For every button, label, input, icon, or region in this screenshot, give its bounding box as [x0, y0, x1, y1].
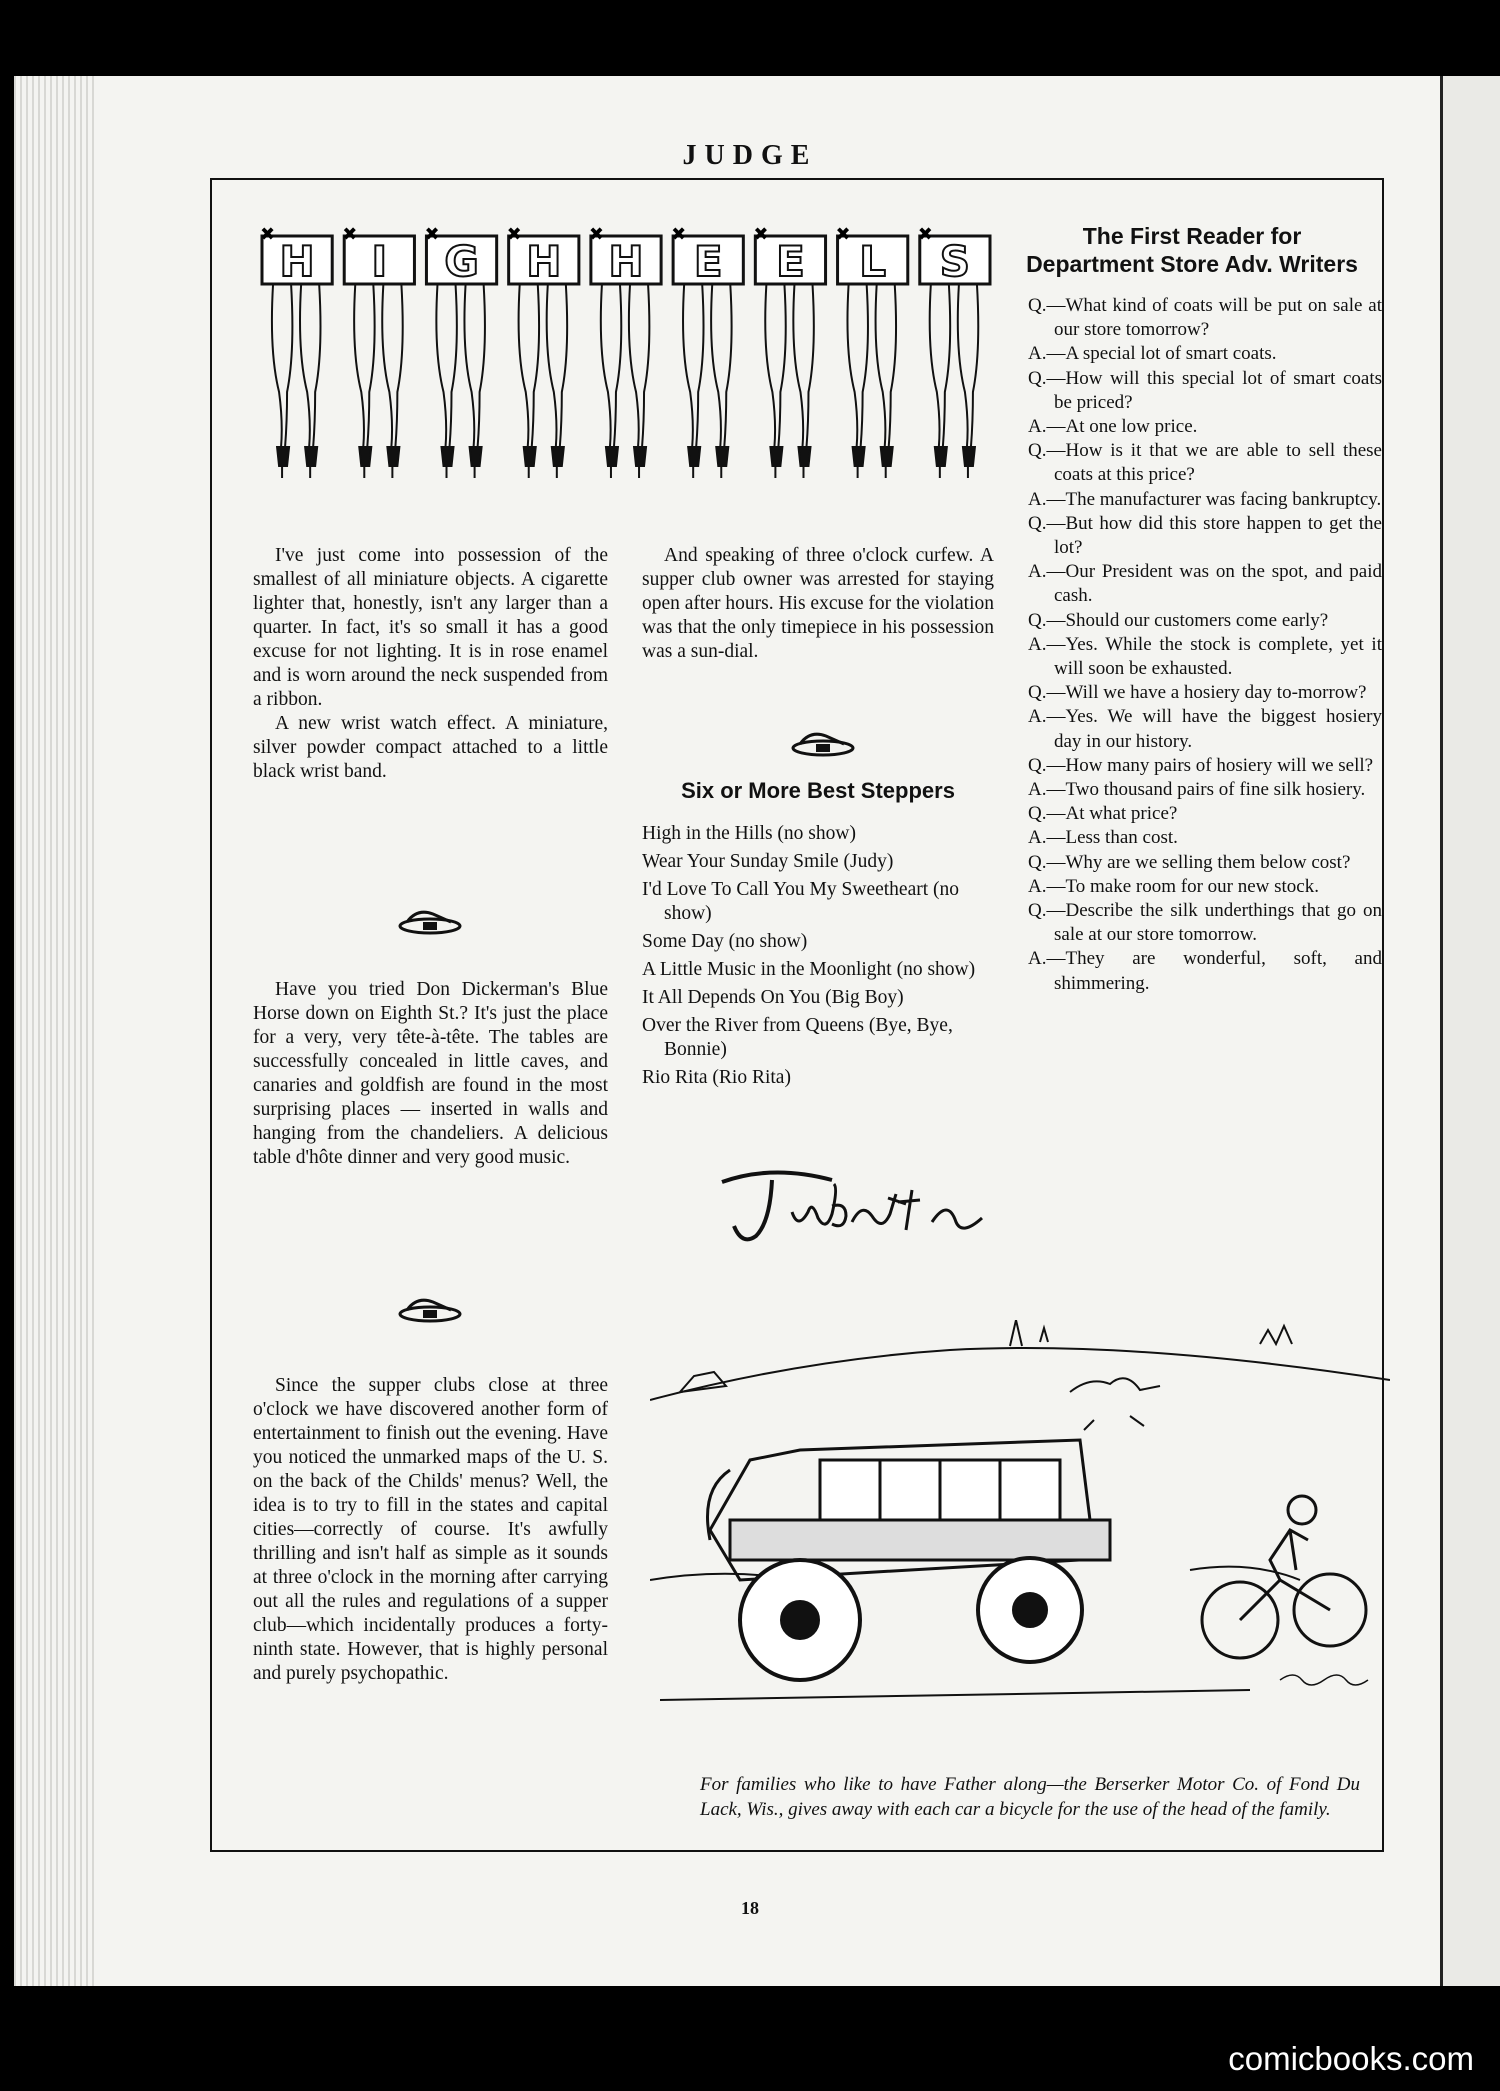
- bow-icon: ✖: [260, 224, 276, 245]
- bow-icon: ✖: [424, 224, 440, 245]
- high-heel-shoe: [277, 447, 289, 478]
- qa-line: A.—A special lot of smart coats.: [1028, 343, 1277, 365]
- stocking-leg: [601, 284, 621, 447]
- qa-line: Q.—Should our customers come early?: [1028, 609, 1329, 631]
- bow-icon: ✖: [342, 224, 358, 245]
- banner-letter: I: [371, 237, 388, 286]
- stocking-leg: [629, 284, 649, 447]
- bow-icon: ✖: [917, 224, 933, 245]
- song-item: Rio Rita (Rio Rita): [642, 1067, 791, 1088]
- high-heel-shoe: [606, 447, 618, 478]
- song-item: A Little Music in the Moonlight (no show): [642, 959, 976, 980]
- banner-letter: S: [939, 237, 971, 286]
- high-heel-shoe: [552, 447, 564, 478]
- banner-letter: H: [526, 237, 562, 286]
- column-2-top: [642, 544, 994, 664]
- high-heel-shoe: [770, 447, 782, 478]
- qa-line: A.—To make room for our new stock.: [1028, 875, 1319, 897]
- bow-icon: ✖: [506, 224, 522, 245]
- qa-line: Q.—Will we have a hosiery day to-morrow?: [1028, 682, 1367, 704]
- car-and-bicycle-cartoon: [650, 1320, 1390, 1770]
- song-item: Wear Your Sunday Smile (Judy): [642, 851, 894, 872]
- automobile: [708, 1440, 1111, 1580]
- page-stack-edge: [14, 76, 94, 1986]
- qa-line: A.—Yes. While the stock is complete, yet it will soon be exhausted.: [1028, 633, 1382, 680]
- steppers-heading: Six or More Best Steppers: [681, 778, 955, 803]
- judgette-signature: [712, 1162, 992, 1252]
- qa-line: Q.—Describe the silk underthings that go on sale at our store tomorrow.: [1028, 900, 1382, 946]
- high-heel-shoe: [935, 447, 947, 478]
- high-heel-shoe: [442, 447, 454, 478]
- song-item: High in the Hills (no show): [642, 823, 856, 844]
- song-item: I'd Love To Call You My Sweetheart (no show): [642, 879, 960, 924]
- qa-line: Q.—But how did this store happen to get the lot?: [1028, 512, 1382, 559]
- qa-list: [1028, 294, 1382, 996]
- stocking-leg: [711, 284, 731, 447]
- paragraph-cigarette-lighter: I've just come into possession of the smallest of all miniature objects. A cigarette lighter that, honestly, isn't any larger than a quarter. In fact, it's so small it has a good excuse for not lighting. It is in rose enamel and is worn around the neck suspended from a ribbon.: [253, 545, 608, 710]
- song-item: Over the River from Queens (Bye, Bye, Bonnie): [642, 1015, 953, 1060]
- first-reader-heading: The First Reader for Department Store Adv. Writers: [1026, 223, 1358, 277]
- banner-letter: E: [776, 237, 805, 286]
- bow-icon: ✖: [671, 224, 687, 245]
- high-heel-shoe: [524, 447, 536, 478]
- stocking-leg: [382, 284, 402, 447]
- song-list: [642, 822, 994, 1094]
- qa-line: Q.—How many pairs of hosiery will we sell?: [1028, 754, 1374, 776]
- song-item: Some Day (no show): [642, 931, 808, 952]
- slipper-ornament-icon: [395, 900, 465, 940]
- high-heel-shoe: [853, 447, 865, 478]
- cartoon-caption: For families who like to have Father along—the Berserker Motor Co. of Fond Du Lack, Wis., gives away with each car a bicycle for the use of the head of the family.: [700, 1774, 1360, 1820]
- bow-icon: ✖: [588, 224, 604, 245]
- song-item: It All Depends On You (Big Boy): [642, 987, 904, 1008]
- car-wheels: [740, 1558, 1082, 1680]
- banner-letter: E: [693, 237, 723, 286]
- high-heel-shoe: [634, 447, 646, 478]
- qa-line: A.—Yes. We will have the biggest hosiery day in our history.: [1028, 706, 1382, 752]
- stocking-leg: [847, 284, 867, 447]
- stocking-leg: [876, 284, 896, 447]
- paragraph-curfew: And speaking of three o'clock curfew. A supper club owner was arrested for staying open after hours. His excuse for the violation was that the only timepiece in his possession was a sun-dial.: [642, 545, 994, 662]
- slipper-ornament-icon: [788, 722, 858, 762]
- stocking-leg: [793, 284, 813, 447]
- running-head: JUDGE: [682, 140, 818, 171]
- qa-line: A.—Two thousand pairs of fine silk hosiery.: [1028, 779, 1366, 801]
- qa-line: Q.—At what price?: [1028, 803, 1178, 825]
- paragraph-blue-horse: Have you tried Don Dickerman's Blue Horse down on Eighth St.? It's just the place for a very, very tête-à-tête. The tables are successfully concealed in little caves, and canaries and goldfish are found in the most surprising places — inserted in walls and hanging from the chandeliers. A delicious table d'hôte dinner and very good music.: [253, 979, 608, 1168]
- banner-letter: L: [859, 237, 887, 286]
- qa-line: Q.—How will this special lot of smart coats be priced?: [1028, 367, 1382, 413]
- stocking-leg: [547, 284, 567, 447]
- qa-line: A.—Our President was on the spot, and paid cash.: [1028, 561, 1382, 607]
- stocking-leg: [930, 284, 950, 447]
- source-watermark: comicbooks.com: [1228, 2040, 1474, 2077]
- high-heel-shoe: [716, 447, 728, 478]
- stocking-leg: [272, 284, 292, 447]
- banner-letter: H: [279, 237, 315, 286]
- bow-icon: ✖: [835, 224, 851, 245]
- stocking-leg: [464, 284, 484, 447]
- qa-line: Q.—How is it that we are able to sell these coats at this price?: [1028, 440, 1382, 486]
- banner-letter: H: [608, 237, 644, 286]
- high-heel-shoe: [688, 447, 700, 478]
- slipper-ornament-icon: [395, 1288, 465, 1328]
- stocking-leg: [354, 284, 374, 447]
- stocking-leg: [765, 284, 785, 447]
- high-heel-shoe: [387, 447, 399, 478]
- stocking-leg: [300, 284, 320, 447]
- high-heel-shoe: [470, 447, 482, 478]
- banner-letter: G: [444, 237, 479, 286]
- high-heels-banner-illustration: [256, 222, 996, 482]
- high-heel-shoe: [963, 447, 975, 478]
- qa-line: A.—At one low price.: [1028, 416, 1198, 438]
- high-heel-shoe: [305, 447, 317, 478]
- paragraph-supper-clubs: Since the supper clubs close at three o'clock we have discovered another form of entertainment to finish out the evening. Have you noticed the unmarked maps of the U. S. on the back of the Childs' menus? Well, the idea is to try to fill in the states and capital cities—correctly of course. It's awfully thrilling and isn't half as simple as it sounds at three o'clock in the morning after carrying out all the rules and regulations of a supper club—which incidentally produces a forty-ninth state. However, that is highly personal and purely psychopathic.: [253, 1375, 608, 1684]
- stocking-leg: [519, 284, 539, 447]
- stocking-leg: [958, 284, 978, 447]
- high-heel-shoe: [359, 447, 371, 478]
- high-heel-shoe: [798, 447, 810, 478]
- caricaturist-signature: [1280, 1675, 1368, 1685]
- high-heel-shoe: [881, 447, 893, 478]
- stocking-leg: [683, 284, 703, 447]
- qa-line: Q.—What kind of coats will be put on sale at our store tomorrow?: [1028, 295, 1382, 341]
- column-1-middle: [253, 978, 608, 1170]
- qa-line: Q.—Why are we selling them below cost?: [1028, 851, 1351, 873]
- bicycle-rider: [1202, 1496, 1366, 1658]
- bow-icon: ✖: [753, 224, 769, 245]
- column-1-bottom: [253, 1374, 608, 1686]
- qa-line: A.—They are wonderful, soft, and shimmering.: [1028, 948, 1382, 994]
- stocking-leg: [436, 284, 456, 447]
- page-number: 18: [741, 1898, 759, 1918]
- facing-page-edge: [1440, 76, 1500, 1986]
- column-1-top: [253, 544, 608, 784]
- qa-line: A.—Less than cost.: [1028, 827, 1178, 849]
- qa-line: A.—The manufacturer was facing bankruptcy.: [1028, 488, 1382, 510]
- paragraph-wrist-watch: A new wrist watch effect. A miniature, silver powder compact attached to a little black wrist band.: [253, 713, 608, 782]
